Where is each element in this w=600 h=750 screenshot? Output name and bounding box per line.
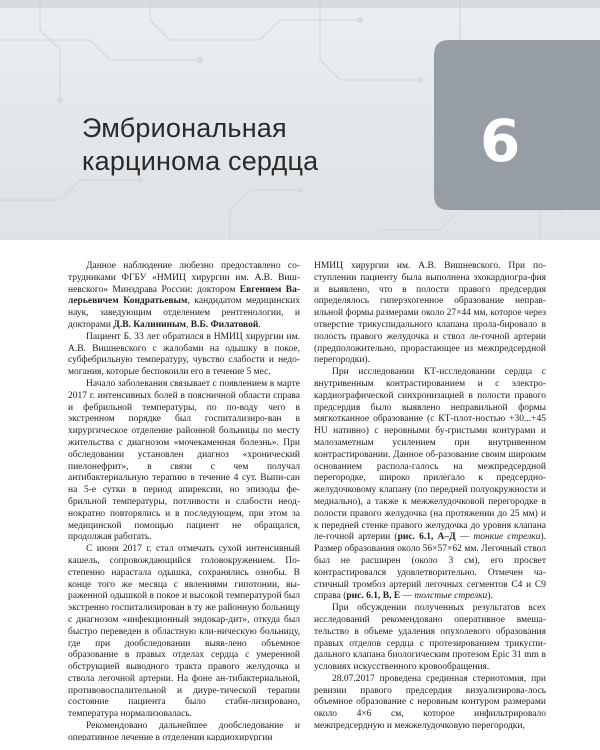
text-run: При обсуждении полученных результатов всех исследований рекомендовано оперативное вмеша-тельство в объеме удаления опухолевого образования правых отделов сердца с протезированием трикуспи-дального клапана биологическим протезом Epic 31 mm в условиях искусственного кровообращения.: [314, 603, 546, 673]
text-run: .: [258, 319, 261, 330]
chapter-banner: [0, 0, 600, 240]
paragraph: [68, 332, 300, 379]
chapter-title-line-2: карцинома сердца: [82, 146, 319, 176]
text-run: При исследовании КТ-исследовании сердца с внутривенным контрастированием и с электро-кардиографической синхронизацией в полости правого предсердия было выявлено неправильной формы мягкотканное образование (с КТ-плот-ностью +30...+45 HU нативно) с неровными бу-гристыми контурами и малозаметным усилением при внутривенном контрастировании. Данное об-разование своим широким основанием распола-галось на межпредсердной перегородке, широко прилегало к предсердно-желудочковому клапану (по передней полуокружности и медиально), а также к межжелудочковой перегородке в полости правого желудочка (на протяжении до 25 мм) и к передней стенке правого желудочка до уровня клапана ле-гочной артерии (: [314, 367, 546, 543]
figure-annotation: тонкие стрелки: [473, 532, 541, 543]
paragraph: [314, 367, 546, 603]
text-run: Данное наблюдение любезно предоставлено со-трудниками ФГБУ «НМИЦ хирургии им. А.В. Виш-невского» Минздрава России: доктором: [68, 261, 300, 295]
text-run: С июня 2017 г. стал отмечать сухой интенсивный кашель, сопровождающийся головокружением. По-степенно нарастала одышка, сохранялись ознобы. В конце того же месяца с явлениями гипотонии, вы-раженной одышкой в покое и высокой температурой был экстренно госпитализирован в ту же районную больницу с диагнозом «инфекционный эндокар-дит», откуда был быстро переведен в областную кли-ническую больницу, где при дообследовании выяв-лено объемное образование в правых отделах сердца с умеренной обструкцией выводного тракта правого желудочка и ствола легочной артерии. На фоне ан-тибактериальной, противовоспалительной и диуре-тической терапии состояние пациента было стаби-лизировано, температура нормализовалась.: [68, 544, 300, 720]
text-run: —: [400, 591, 415, 602]
text-column-left: [68, 261, 300, 741]
text-run: 28.07.2017 проведена срединная стернотомия, при ревизии правого предсердия визуализирова-лось объемное образование с неровным контуром размерами около 4×6 см, которое инфильтрировало межпредсердную и межжелудочковую перегородки,: [314, 673, 546, 732]
figure-reference: рис. 6.1, А–Д: [397, 532, 456, 543]
paragraph: [314, 603, 546, 674]
author-name: В.Б. Филатовой: [190, 319, 259, 330]
author-name: Евгением Ва-лерьевичем Кондратьевым: [68, 284, 300, 307]
text-run: ,: [186, 319, 191, 330]
paragraph: [314, 261, 546, 367]
author-name: Д.В. Калининым: [113, 319, 187, 330]
paragraph: [68, 261, 300, 332]
text-run: Рекомендовано дальнейшее дообследование и оперативное лечение в отделении кардиохирургии: [68, 721, 300, 741]
text-run: НМИЦ хирургии им. А.В. Вишневского. При по-ступлении пациенту была выполнена эхокардиогра-фия и выявлено, что в полости правого предсердия определялось гиперэхогенное образование неправ-ильной формы размерами около 27×44 мм, которое через отверстие трикуспидального клапана прола-бировало в полость правого желудочка и ствол ле-гочной артерии (предположительно, прорастающее из межпредсердной перегородки).: [314, 261, 546, 366]
text-column-right: [314, 261, 546, 741]
paragraph: [68, 721, 300, 741]
figure-annotation: толстые стрелки: [414, 591, 488, 602]
text-run: ).: [487, 591, 493, 602]
chapter-title-line-1: Эмбриональная: [82, 113, 287, 143]
text-run: Начало заболевания связывает с появлением в марте 2017 г. интенсивных болей в поясничной области справа и фебрильной температуры, по по-воду чего в экстренном порядке был госпитализиро-ван в хирургическое отделение районной больницы по месту жительства с диагнозом «мочекаменная болезнь». При обследовании установлен диагноз «хронический пиелонефрит», в связи с чем получал антибактериальную терапию в течение 4 сут. Выпи-сан на 5-е сутки в период апирексии, но эпизоды фе-брильной температуры, потливости и слабости неод-нократно повторялись и в последующем, при этом за медицинской помощью пациент не обращался, продолжая работать.: [68, 378, 300, 543]
chapter-title: [82, 112, 318, 178]
text-run: ). Размер образования около 56×57×62 мм. Легочный ствол был не расширен (около 3 см), его просвет контрастировался удовлетворительно. Отмечен ча-стичный тромбоз артерий легочных сегментов С4 и С9 справа (: [314, 532, 546, 602]
chapter-number: 6: [480, 107, 521, 175]
paragraph: [68, 379, 300, 544]
text-run: , кандидатом медицинских наук, заведующим отделением рентгенологии, и докторами: [68, 296, 300, 330]
figure-reference: рис. 6.1, В, Е: [346, 591, 401, 602]
paragraph: [68, 544, 300, 721]
text-run: —: [455, 532, 474, 543]
text-run: Пациент Б. 33 лет обратился в НМИЦ хирургии им. А.В. Вишневского с жалобами на одышку в покое, субфебрильную температуру, чувство слабости и недо-могания, которые беспокоили его в течение 5 мес.: [68, 331, 300, 378]
paragraph: [314, 674, 546, 733]
